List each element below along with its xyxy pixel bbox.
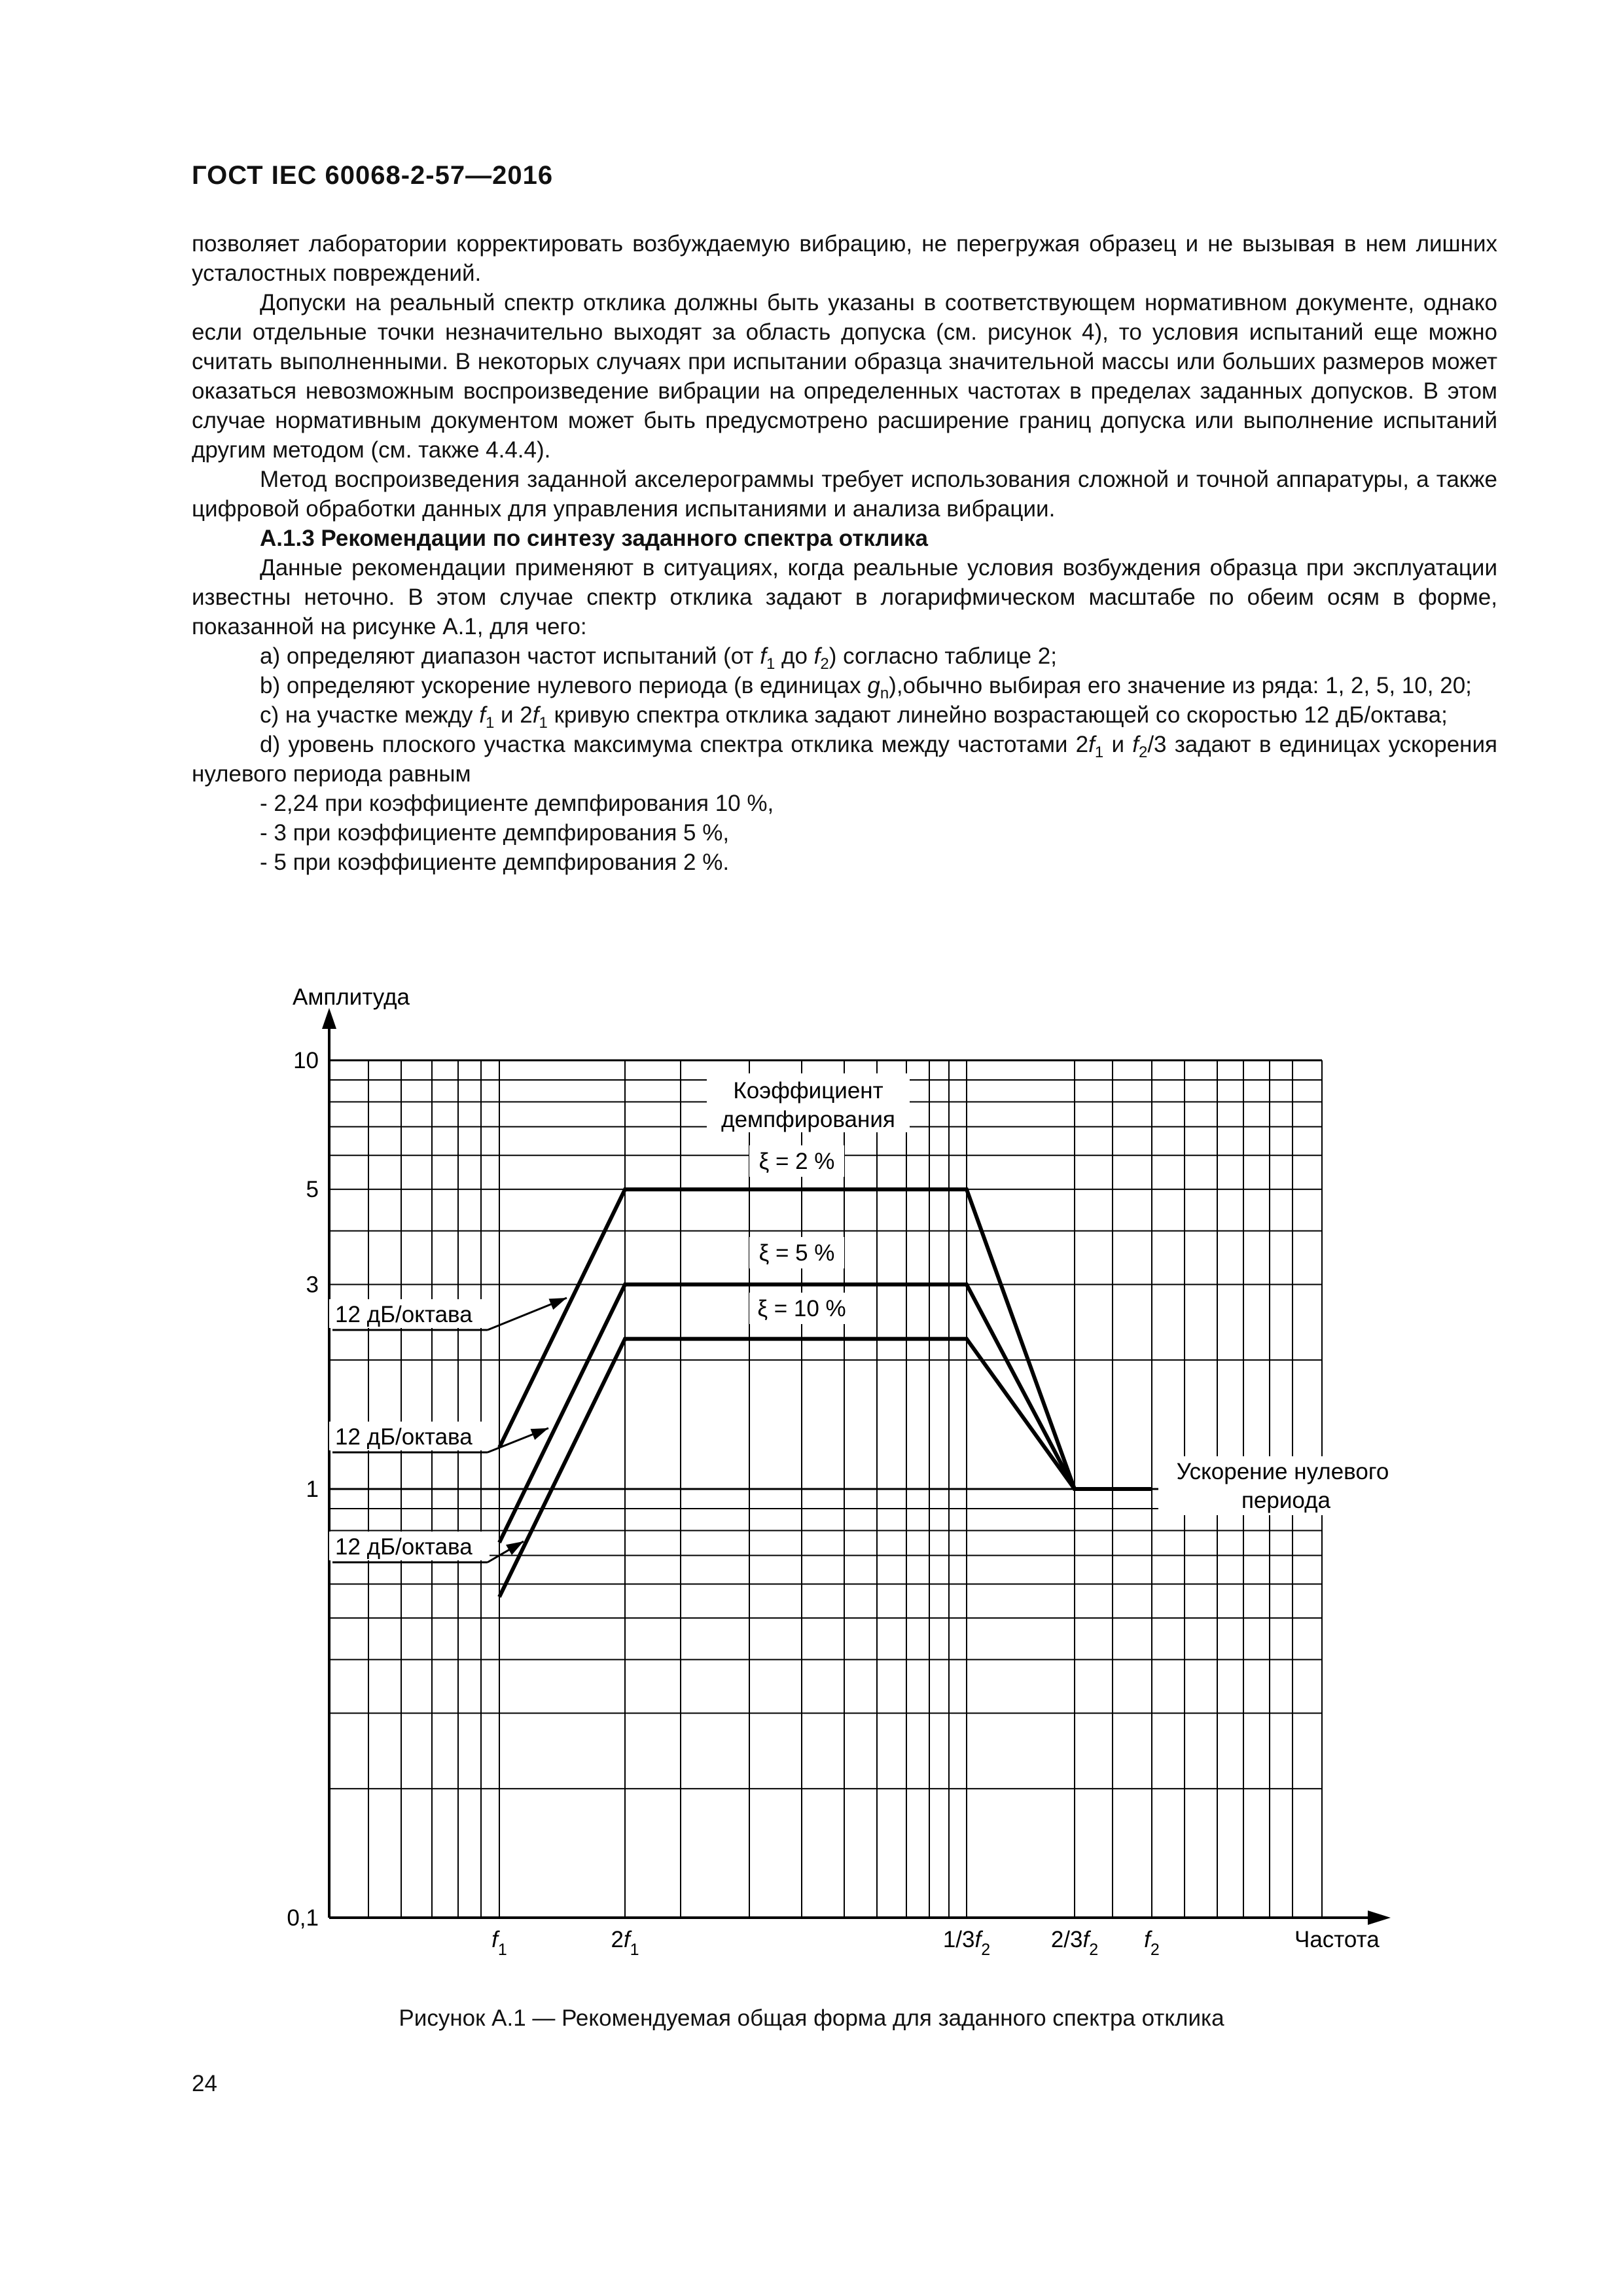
damping-label: ξ = 10 % — [757, 1296, 846, 1321]
list-item-b: b) определяют ускорение нулевого периода (в единицах $g_n),обычно$ выбирая его значение из ряда: 1, 2, 5, 10, 20; — [260, 673, 1472, 702]
x-tick-label: $f_1$ — [491, 1927, 507, 1959]
y-tick-label: 1 — [306, 1477, 319, 1502]
damping-label: ξ = 5 % — [758, 1240, 835, 1266]
zpa-label: периода — [1241, 1488, 1331, 1513]
dash-item: - 2,24 при коэффициенте демпфирования 10 %, — [260, 791, 774, 816]
y-tick-label: 0,1 — [287, 1905, 319, 1931]
document-header: ГОСТ IEC 60068-2-57—2016 — [192, 161, 554, 190]
paragraph: Допуски на реальный спектр отклика должны быть указаны в соответствующем нормативном документе, однако если отдельные точки незначительно выходят за область допуска (см. рисунок 4), то условия испытаний еще можно считать выполненными. В некоторых случаях при испытании образца значительной массы или больших размеров может оказаться невозможным воспроизведение вибрации на определенных частотах в пределах заданных допусков. В этом случае нормативным документом может быть предусмотрено расширение границ допуска или выполнение испытаний другим методом (см. также 4.4.4). — [192, 290, 1497, 463]
x-axis-arrow — [1368, 1910, 1391, 1925]
y-axis-arrow — [322, 1008, 336, 1029]
spectrum-curve — [499, 1339, 1152, 1597]
legend-title: демпфирования — [721, 1107, 895, 1132]
y-tick-label: 5 — [306, 1177, 319, 1203]
figure-caption: Рисунок А.1 — Рекомендуемая общая форма для заданного спектра отклика — [399, 2005, 1224, 2031]
x-tick-label: $2/3f_2$ — [1050, 1927, 1099, 1959]
paragraph: Метод воспроизведения заданной акселерограммы требует использования сложной и точной аппаратуры, а также цифровой обработки данных для управления испытаниями и анализа вибрации. — [192, 467, 1497, 522]
paragraph: позволяет лаборатории корректировать возбуждаемую вибрацию, не перегружая образец и не вызывая в нем лишних усталостных повреждений. — [192, 231, 1497, 286]
list-item-c: с) на участке между $f_1$ и $2f_1$ кривую спектра отклика задают линейно возрастающей со скоростью 12 дБ/октава; — [260, 702, 1448, 732]
x-tick-label: $1/3f_2$ — [942, 1927, 991, 1959]
slope-label: 12 дБ/октава — [335, 1424, 473, 1450]
legend-title: Коэффициент — [733, 1078, 883, 1103]
damping-label: ξ = 2 % — [758, 1149, 835, 1174]
zpa-label: Ускорение нулевого — [1176, 1459, 1389, 1484]
x-tick-label: $2f_1$ — [611, 1927, 639, 1959]
slope-label: 12 дБ/октава — [335, 1534, 473, 1560]
dash-item: - 5 при коэффициенте демпфирования 2 %. — [260, 850, 730, 875]
x-tick-label: $f_2$ — [1144, 1927, 1160, 1959]
page-number: 24 — [192, 2071, 217, 2096]
section-heading: А.1.3 Рекомендации по синтезу заданного спектра отклика — [260, 526, 929, 551]
y-axis-label: Амплитуда — [293, 984, 410, 1010]
slope-arrowhead — [549, 1298, 567, 1310]
y-tick-label: 10 — [293, 1048, 319, 1073]
list-item-a: а) определяют диапазон частот испытаний (от $f_1$ до $f_2$) согласно таблице 2; — [260, 643, 1057, 673]
dash-item: - 3 при коэффициенте демпфирования 5 %, — [260, 820, 730, 846]
x-axis-label: Частота — [1294, 1927, 1380, 1952]
slope-arrowhead — [531, 1428, 548, 1440]
y-tick-label: 3 — [306, 1272, 319, 1298]
paragraph: Данные рекомендации применяют в ситуациях, когда реальные условия возбуждения образца при эксплуатации известны неточно. В этом случае спектр отклика задают в логарифмическом масштабе по обеим осям в форме, показанной на рисунке А.1, для чего: — [192, 555, 1497, 639]
list-item-d: d) уровень плоского участка максимума спектра отклика между частотами $2f_1$ и $f_2/3$ задают в единицах ускорения нулевого периода равным — [192, 732, 1497, 787]
slope-label: 12 дБ/октава — [335, 1302, 473, 1327]
